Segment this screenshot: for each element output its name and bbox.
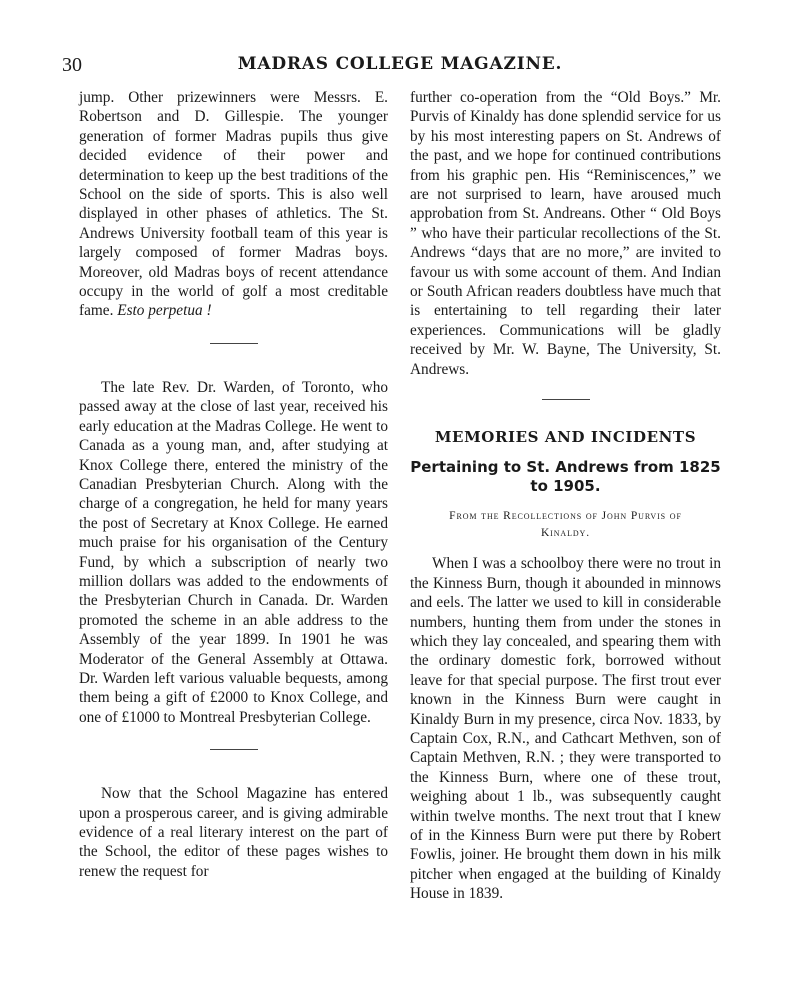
running-head: MADRAS COLLEGE MAGAZINE. xyxy=(237,54,563,74)
section-divider xyxy=(210,749,258,750)
page-number: 30 xyxy=(62,54,82,76)
right-column xyxy=(410,88,721,904)
article-title: MEMORIES AND INCIDENTS xyxy=(434,428,697,447)
article-subtitle: Pertaining to St. Andrews from 1825 to 1905. xyxy=(410,457,721,495)
left-column xyxy=(79,88,388,881)
paragraph-sports xyxy=(79,88,388,321)
paragraph-sports-text: jump. Other prizewinners were Messrs. E. Robertson and D. Gillespie. The younger generation of former Madras pupils thus give decided evidence of their power and determination to keep up the best traditions of the School on the side of sports. This is also well displayed in other phases of athletics. The St. Andrews University football team of this year is largely composed of former Madras boys. Moreover, old Madras boys of recent attendance occupy in the world of golf a most creditable fame. xyxy=(79,89,388,320)
paragraph-magazine-request: Now that the School Magazine has entered upon a prosperous career, and is giving admirable evidence of a real literary interest on the part of the School, the editor of these pages wishes to renew the request for xyxy=(79,785,388,880)
section-divider xyxy=(542,399,590,400)
article-body: When I was a schoolboy there were no trout in the Kinness Burn, though it abounded in minnows and eels. The latter we used to kill in considerable numbers, hunting them from under the stones in which they lay concealed, and spearing them with the ordinary domestic fork, borrowed without leave for that special purpose. The first trout ever known in the Kinness Burn were caught in Kinaldy Burn in my presence, circa Nov. 1833, by Captain Cox, R.N., and Cathcart Methven, son of Captain Methven, R.N. ; they were transported to the Kinness Burn, where one of these trout, weighing about 1 lb., was subsequently caught within twelve months. The next trout that I knew of in the Kinness Burn were put there by Robert Fowlis, joiner. He brought them down in his milk pitcher when engaged at the building of Kinaldy House in 1839. xyxy=(410,555,721,903)
paragraph-warden: The late Rev. Dr. Warden, of Toronto, who passed away at the close of last year, received his early education at the Madras College. He went to Canada as a young man, and, after studying at Knox College there, entered the ministry of the Canadian Presbyterian Church. Along with the charge of a congregation, he held for many years the post of Secretary at Knox College. He earned much praise for his organisation of the Century Fund, by which a subscription of nearly two million dollars was added to the endowments of the Presbyterian Church in Canada. Dr. Warden promoted the scheme in an able address to the Assembly of the year 1899. In 1901 he was Moderator of the General Assembly at Ottawa. Dr. Warden left various valuable bequests, among them being a gift of £2000 to Knox College, and one of £1000 to Montreal Presbyterian College. xyxy=(79,378,388,726)
section-divider xyxy=(210,343,258,344)
article-byline: From the Recollections of John Purvis of Kinaldy. xyxy=(449,510,682,540)
school-motto: Esto perpetua ! xyxy=(117,302,212,320)
paragraph-old-boys: further co-operation from the “Old Boys.” Mr. Purvis of Kinaldy has done splendid service for us by his most interesting papers on St. Andrews of the past, and we hope for continued contributions from his graphic pen. His “Reminiscences,” we are not surprised to learn, have aroused much approbation from St. Andreans. Other “ Old Boys ” who have their particular recollections of the St. Andrews “days that are no more,” are invited to favour us with some account of them. And Indian or South African readers doubtless have much that is entertaining to tell regarding their later experiences. Communications will be gladly received by Mr. W. Bayne, The University, St. Andrews. xyxy=(410,89,721,378)
